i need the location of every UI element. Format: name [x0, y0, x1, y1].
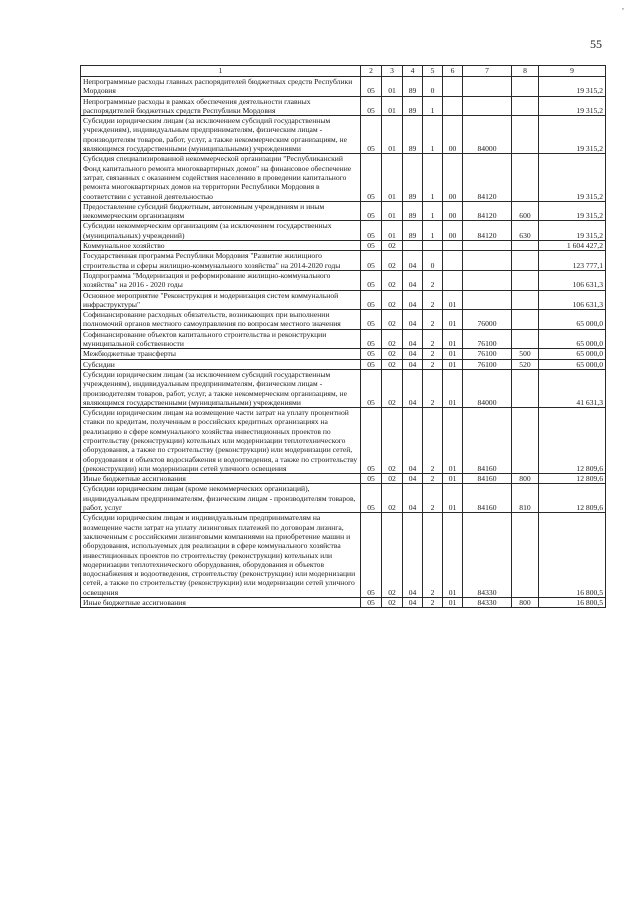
- table-row: [81, 310, 606, 330]
- amount-cell: 106 631,3: [539, 270, 606, 290]
- code-cell: 89: [403, 201, 423, 221]
- code-cell: 76000: [463, 310, 512, 330]
- code-cell: 04: [403, 349, 423, 359]
- code-cell: [443, 270, 463, 290]
- code-cell: 01: [382, 96, 403, 116]
- table-row: [81, 598, 606, 608]
- code-cell: 05: [361, 96, 382, 116]
- header-cell: 3: [382, 66, 403, 77]
- row-name-cell: Субсидии юридическим лицам и индивидуальным предпринимателям на возмещение части затрат на уплату лизинговых платежей по договорам лизинга, заключенным с российскими лизинговыми компаниями на приобретение машин и оборудования, используемых для реализации в сфере коммунального хозяйства инвестиционных проектов по строительству (реконструкции) котельных или модернизации теплотехнического оборудования, оборудования и объектов водоснабжения и водоотведения, строительству (реконструкции) или модернизации сетей, а также по строительству (реконструкции) или модернизации сетей уличного освещения: [81, 513, 361, 598]
- code-cell: 01: [443, 329, 463, 349]
- code-cell: [463, 251, 512, 271]
- code-cell: 800: [512, 598, 539, 608]
- row-name-cell: Предоставление субсидий бюджетным, автономным учреждениям и иным некоммерческим организациям: [81, 201, 361, 221]
- code-cell: 2: [423, 270, 443, 290]
- code-cell: 89: [403, 221, 423, 241]
- code-cell: 76100: [463, 349, 512, 359]
- table-row: [81, 201, 606, 221]
- code-cell: 1: [423, 154, 443, 201]
- code-cell: [512, 329, 539, 349]
- table-body: [81, 77, 606, 608]
- table-row: [81, 349, 606, 359]
- code-cell: 05: [361, 77, 382, 97]
- amount-cell: 123 777,1: [539, 251, 606, 271]
- code-cell: 76100: [463, 359, 512, 369]
- code-cell: 2: [423, 408, 443, 474]
- amount-cell: 19 315,2: [539, 154, 606, 201]
- code-cell: 89: [403, 96, 423, 116]
- code-cell: 05: [361, 484, 382, 513]
- code-cell: 02: [382, 474, 403, 484]
- table-row: [81, 154, 606, 201]
- code-cell: [512, 408, 539, 474]
- header-cell: 6: [443, 66, 463, 77]
- code-cell: 05: [361, 349, 382, 359]
- code-cell: [512, 241, 539, 251]
- row-name-cell: Государственная программа Республики Мордовия "Развитие жилищного строительства и сферы жилищно-коммунального хозяйства" на 2014-2020 годы: [81, 251, 361, 271]
- row-name-cell: Непрограммные расходы в рамках обеспечения деятельности главных распорядителей бюджетных средств Республики Мордовия: [81, 96, 361, 116]
- code-cell: 05: [361, 221, 382, 241]
- code-cell: 01: [382, 77, 403, 97]
- amount-cell: 65 000,0: [539, 349, 606, 359]
- code-cell: 04: [403, 251, 423, 271]
- code-cell: [443, 241, 463, 251]
- code-cell: 05: [361, 598, 382, 608]
- code-cell: 01: [443, 349, 463, 359]
- row-name-cell: Субсидии юридическим лицам (за исключением субсидий государственным учреждениям), индивидуальным предпринимателям, физическим лицам - производителям товаров, работ, услуг, а также некоммерческим организациям, не являющимся государственными (муниципальными) учреждениями: [81, 369, 361, 407]
- code-cell: 1: [423, 96, 443, 116]
- code-cell: 05: [361, 154, 382, 201]
- table-header-row: [81, 66, 606, 77]
- amount-cell: 12 809,6: [539, 408, 606, 474]
- code-cell: 2: [423, 484, 443, 513]
- code-cell: 84000: [463, 369, 512, 407]
- corner-mark: ,: [622, 2, 624, 11]
- amount-cell: 65 000,0: [539, 359, 606, 369]
- code-cell: [463, 290, 512, 310]
- code-cell: 2: [423, 290, 443, 310]
- code-cell: [512, 77, 539, 97]
- header-cell: 5: [423, 66, 443, 77]
- code-cell: 04: [403, 270, 423, 290]
- header-cell: 9: [539, 66, 606, 77]
- row-name-cell: Иные бюджетные ассигнования: [81, 598, 361, 608]
- table-row: [81, 484, 606, 513]
- code-cell: 01: [443, 598, 463, 608]
- code-cell: 01: [443, 474, 463, 484]
- code-cell: [512, 270, 539, 290]
- code-cell: 04: [403, 598, 423, 608]
- code-cell: 84160: [463, 474, 512, 484]
- code-cell: 05: [361, 241, 382, 251]
- code-cell: 05: [361, 270, 382, 290]
- amount-cell: 19 315,2: [539, 221, 606, 241]
- table-row: [81, 408, 606, 474]
- row-name-cell: Непрограммные расходы главных распорядителей бюджетных средств Республики Мордовия: [81, 77, 361, 97]
- amount-cell: 65 000,0: [539, 310, 606, 330]
- code-cell: 1: [423, 116, 443, 154]
- code-cell: 01: [382, 154, 403, 201]
- code-cell: [512, 96, 539, 116]
- code-cell: 89: [403, 154, 423, 201]
- code-cell: 05: [361, 116, 382, 154]
- code-cell: 01: [443, 290, 463, 310]
- code-cell: 04: [403, 329, 423, 349]
- code-cell: 2: [423, 349, 443, 359]
- table-row: [81, 116, 606, 154]
- code-cell: [443, 96, 463, 116]
- row-name-cell: Коммунальное хозяйство: [81, 241, 361, 251]
- code-cell: [512, 154, 539, 201]
- code-cell: 01: [443, 359, 463, 369]
- code-cell: 04: [403, 310, 423, 330]
- row-name-cell: Субсидии юридическим лицам (за исключением субсидий государственным учреждениям), индивидуальным предпринимателям, физическим лицам - производителям товаров, работ, услуг, а также некоммерческим организациям, не являющимся государственными (муниципальными) учреждениями: [81, 116, 361, 154]
- row-name-cell: Субсидии юридическим лицам (кроме некоммерческих организаций), индивидуальным предпринимателям, физическим лицам - производителям товаров, работ, услуг: [81, 484, 361, 513]
- row-name-cell: Основное мероприятие "Реконструкция и модернизация систем коммунальной инфраструктуры": [81, 290, 361, 310]
- code-cell: 0: [423, 77, 443, 97]
- code-cell: 00: [443, 154, 463, 201]
- code-cell: 2: [423, 474, 443, 484]
- row-name-cell: Иные бюджетные ассигнования: [81, 474, 361, 484]
- amount-cell: 1 604 427,2: [539, 241, 606, 251]
- code-cell: 05: [361, 201, 382, 221]
- row-name-cell: Софинансирование объектов капитального строительства и реконструкции муниципальной собственности: [81, 329, 361, 349]
- row-name-cell: Субсидии юридическим лицам на возмещение части затрат на уплату процентной ставки по кредитам, полученным в российских кредитных организациях на реализацию в сфере коммунального хозяйства инвестиционных проектов по строительству (реконструкции) котельных или модернизации теплотехнического оборудования, а также по строительству (реконструкции) или модернизации сетей, оборудования и объектов водоснабжения и водоотведения, а также по строительству (реконструкции) или модернизации сетей уличного освещения: [81, 408, 361, 474]
- code-cell: 05: [361, 290, 382, 310]
- code-cell: 2: [423, 598, 443, 608]
- code-cell: 2: [423, 329, 443, 349]
- code-cell: 2: [423, 369, 443, 407]
- code-cell: 2: [423, 513, 443, 598]
- code-cell: 04: [403, 290, 423, 310]
- code-cell: 05: [361, 251, 382, 271]
- code-cell: 05: [361, 359, 382, 369]
- code-cell: 04: [403, 513, 423, 598]
- code-cell: 02: [382, 513, 403, 598]
- table-row: [81, 513, 606, 598]
- amount-cell: 16 800,5: [539, 513, 606, 598]
- row-name-cell: Подпрограмма "Модернизация и реформирование жилищно-коммунального хозяйства" на 2016 - 2020 годы: [81, 270, 361, 290]
- code-cell: 84120: [463, 154, 512, 201]
- code-cell: [423, 241, 443, 251]
- code-cell: 76100: [463, 329, 512, 349]
- budget-table: [80, 65, 606, 608]
- amount-cell: 12 809,6: [539, 474, 606, 484]
- code-cell: 600: [512, 201, 539, 221]
- code-cell: 05: [361, 369, 382, 407]
- amount-cell: 106 631,3: [539, 290, 606, 310]
- header-cell: 8: [512, 66, 539, 77]
- code-cell: [463, 241, 512, 251]
- amount-cell: 12 809,6: [539, 484, 606, 513]
- table-row: [81, 221, 606, 241]
- code-cell: 01: [382, 116, 403, 154]
- code-cell: [403, 241, 423, 251]
- code-cell: 02: [382, 369, 403, 407]
- row-name-cell: Субсидии: [81, 359, 361, 369]
- amount-cell: 16 800,5: [539, 598, 606, 608]
- code-cell: [443, 251, 463, 271]
- code-cell: 00: [443, 201, 463, 221]
- code-cell: 84160: [463, 408, 512, 474]
- code-cell: [512, 310, 539, 330]
- code-cell: [512, 369, 539, 407]
- code-cell: 01: [443, 513, 463, 598]
- code-cell: 0: [423, 251, 443, 271]
- code-cell: 02: [382, 310, 403, 330]
- code-cell: 00: [443, 116, 463, 154]
- code-cell: 84120: [463, 221, 512, 241]
- code-cell: 05: [361, 474, 382, 484]
- table-row: [81, 270, 606, 290]
- code-cell: 84160: [463, 484, 512, 513]
- code-cell: [512, 513, 539, 598]
- code-cell: 04: [403, 359, 423, 369]
- amount-cell: 19 315,2: [539, 116, 606, 154]
- header-cell: 1: [81, 66, 361, 77]
- table-row: [81, 290, 606, 310]
- code-cell: [512, 116, 539, 154]
- code-cell: 84330: [463, 513, 512, 598]
- amount-cell: 19 315,2: [539, 77, 606, 97]
- amount-cell: 19 315,2: [539, 201, 606, 221]
- code-cell: 02: [382, 241, 403, 251]
- row-name-cell: Софинансирование расходных обязательств, возникающих при выполнении полномочий органов местного самоуправления по вопросам местного значения: [81, 310, 361, 330]
- code-cell: 02: [382, 484, 403, 513]
- amount-cell: 41 631,3: [539, 369, 606, 407]
- code-cell: 02: [382, 290, 403, 310]
- code-cell: 02: [382, 408, 403, 474]
- code-cell: 84330: [463, 598, 512, 608]
- code-cell: [443, 77, 463, 97]
- header-cell: 2: [361, 66, 382, 77]
- code-cell: 01: [443, 408, 463, 474]
- code-cell: 520: [512, 359, 539, 369]
- table-row: [81, 251, 606, 271]
- amount-cell: 19 315,2: [539, 96, 606, 116]
- table-row: [81, 241, 606, 251]
- row-name-cell: Межбюджетные трансферты: [81, 349, 361, 359]
- row-name-cell: Субсидия специализированной некоммерческой организации "Республиканский Фонд капитального ремонта многоквартирных домов" на финансовое обеспечение затрат, связанных с оказанием содействия населению в проведении капитального ремонта многоквартирных домов на территории Республики Мордовия в соответствии с уставной деятельностью: [81, 154, 361, 201]
- code-cell: 00: [443, 221, 463, 241]
- code-cell: 1: [423, 201, 443, 221]
- code-cell: 05: [361, 408, 382, 474]
- code-cell: 02: [382, 349, 403, 359]
- code-cell: 2: [423, 359, 443, 369]
- code-cell: [463, 96, 512, 116]
- code-cell: [463, 77, 512, 97]
- code-cell: 02: [382, 270, 403, 290]
- table-row: [81, 329, 606, 349]
- code-cell: 04: [403, 474, 423, 484]
- code-cell: 89: [403, 77, 423, 97]
- code-cell: 02: [382, 251, 403, 271]
- code-cell: 04: [403, 369, 423, 407]
- code-cell: 04: [403, 408, 423, 474]
- code-cell: 84120: [463, 201, 512, 221]
- code-cell: 84000: [463, 116, 512, 154]
- code-cell: 01: [443, 369, 463, 407]
- code-cell: 05: [361, 310, 382, 330]
- code-cell: 02: [382, 329, 403, 349]
- header-cell: 4: [403, 66, 423, 77]
- code-cell: 810: [512, 484, 539, 513]
- code-cell: 01: [382, 221, 403, 241]
- code-cell: 1: [423, 221, 443, 241]
- code-cell: 04: [403, 484, 423, 513]
- code-cell: 05: [361, 513, 382, 598]
- amount-cell: 65 000,0: [539, 329, 606, 349]
- code-cell: 2: [423, 310, 443, 330]
- table-row: [81, 359, 606, 369]
- code-cell: 01: [443, 484, 463, 513]
- table-row: [81, 77, 606, 97]
- code-cell: [512, 251, 539, 271]
- code-cell: [463, 270, 512, 290]
- code-cell: 01: [443, 310, 463, 330]
- table-row: [81, 96, 606, 116]
- table-row: [81, 474, 606, 484]
- code-cell: 02: [382, 598, 403, 608]
- code-cell: 02: [382, 359, 403, 369]
- code-cell: 05: [361, 329, 382, 349]
- code-cell: 500: [512, 349, 539, 359]
- header-cell: 7: [463, 66, 512, 77]
- code-cell: 01: [382, 201, 403, 221]
- code-cell: 89: [403, 116, 423, 154]
- code-cell: [512, 290, 539, 310]
- row-name-cell: Субсидии некоммерческим организациям (за исключением государственных (муниципальных) учреждений): [81, 221, 361, 241]
- code-cell: 800: [512, 474, 539, 484]
- code-cell: 630: [512, 221, 539, 241]
- page-number: 55: [590, 37, 602, 51]
- table-row: [81, 369, 606, 407]
